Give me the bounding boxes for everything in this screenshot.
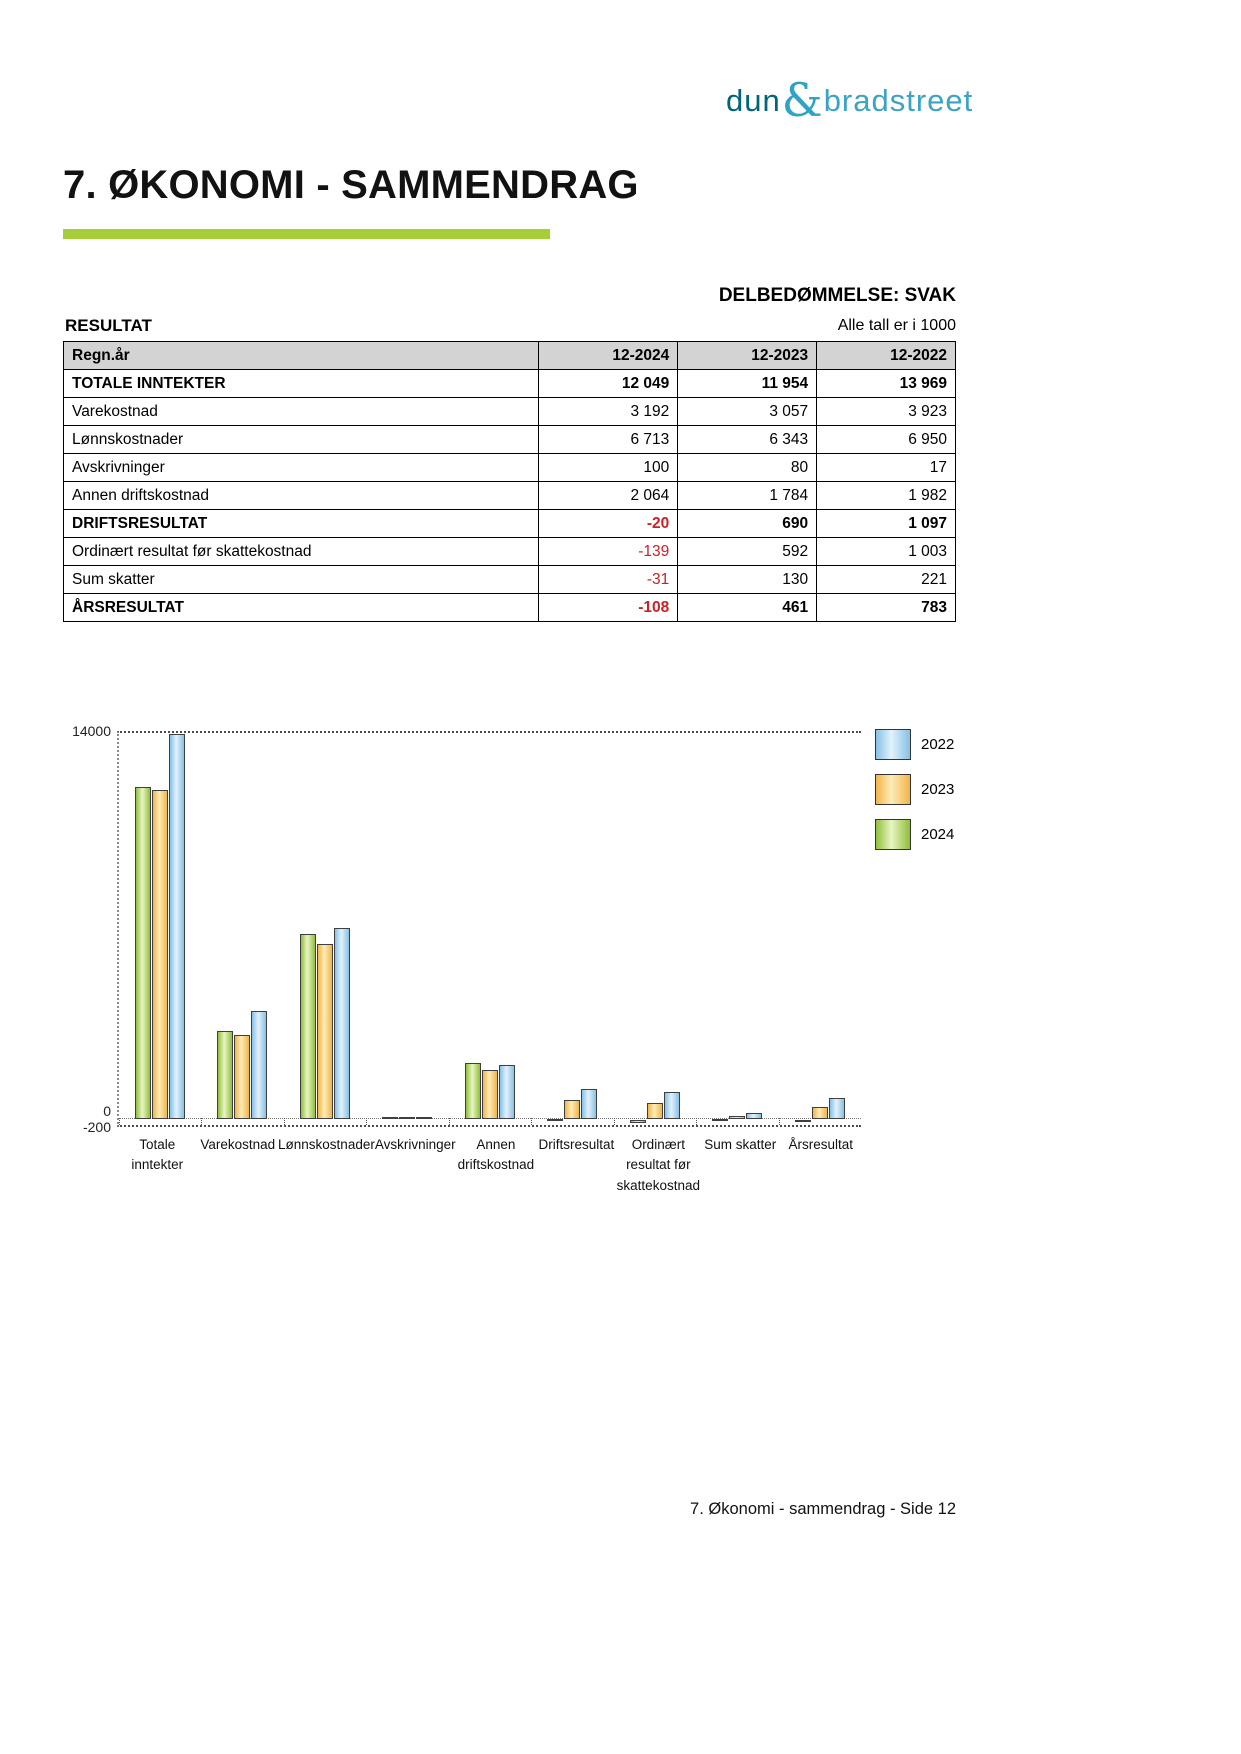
header-cell-regnar: Regn.år bbox=[64, 342, 539, 370]
bar-2023 bbox=[729, 1116, 745, 1120]
bar-2022 bbox=[829, 1098, 845, 1120]
bar-group-8 bbox=[696, 733, 778, 1125]
bar-2024 bbox=[712, 1119, 728, 1121]
category-label: Årsresultat bbox=[788, 1137, 854, 1152]
bar-2024 bbox=[300, 934, 316, 1119]
bar-2023 bbox=[399, 1117, 415, 1119]
row-value: 1 784 bbox=[678, 482, 817, 510]
row-value: 80 bbox=[678, 454, 817, 482]
legend-label-2022: 2022 bbox=[921, 736, 955, 753]
table-row bbox=[64, 426, 956, 454]
row-value: 2 064 bbox=[539, 482, 678, 510]
category-label: Totale inntekter bbox=[131, 1137, 184, 1173]
bar-2024 bbox=[135, 787, 151, 1120]
bar-2022 bbox=[416, 1117, 432, 1119]
bar-2022 bbox=[334, 928, 350, 1120]
row-value: 690 bbox=[678, 510, 817, 538]
bar-group-3 bbox=[284, 733, 366, 1125]
logo-word-bradstreet: bradstreet bbox=[823, 83, 974, 118]
bar-2024 bbox=[217, 1031, 233, 1119]
bar-2024 bbox=[630, 1120, 646, 1124]
row-value: 100 bbox=[539, 454, 678, 482]
table-row bbox=[64, 538, 956, 566]
legend-swatch-2023 bbox=[875, 774, 911, 805]
bar-2023 bbox=[152, 790, 168, 1120]
row-label: Varekostnad bbox=[64, 398, 539, 426]
results-table bbox=[63, 341, 956, 622]
row-value: 1 003 bbox=[817, 538, 956, 566]
row-value: 11 954 bbox=[678, 370, 817, 398]
bar-2024 bbox=[382, 1117, 398, 1120]
bar-2023 bbox=[482, 1070, 498, 1119]
table-row bbox=[64, 398, 956, 426]
bar-2022 bbox=[746, 1113, 762, 1119]
bar-group-6 bbox=[531, 733, 613, 1125]
y-axis-tick-min: -200 bbox=[82, 1119, 111, 1135]
row-label: TOTALE INNTEKTER bbox=[64, 370, 539, 398]
page-title: 7. ØKONOMI - SAMMENDRAG bbox=[63, 163, 639, 207]
row-value: 1 982 bbox=[817, 482, 956, 510]
page-footer: 7. Økonomi - sammendrag - Side 12 bbox=[690, 1500, 956, 1518]
category-label: Avskrivninger bbox=[374, 1137, 456, 1152]
chart-category-labels bbox=[117, 1135, 861, 1196]
bar-2022 bbox=[169, 734, 185, 1120]
row-label: Lønnskostnader bbox=[64, 426, 539, 454]
row-value: 221 bbox=[817, 566, 956, 594]
row-value: 461 bbox=[678, 594, 817, 622]
table-row bbox=[64, 594, 956, 622]
legend-entry-2023 bbox=[875, 774, 954, 805]
row-value: 13 969 bbox=[817, 370, 956, 398]
row-value: 3 192 bbox=[539, 398, 678, 426]
bar-2022 bbox=[251, 1011, 267, 1119]
legend-label-2023: 2023 bbox=[921, 781, 955, 798]
row-value: 6 713 bbox=[539, 426, 678, 454]
bar-2024 bbox=[795, 1120, 811, 1123]
bar-2022 bbox=[499, 1065, 515, 1120]
row-label: DRIFTSRESULTAT bbox=[64, 510, 539, 538]
category-label: Varekostnad bbox=[200, 1137, 276, 1152]
header-row bbox=[64, 342, 956, 370]
row-value: -31 bbox=[539, 566, 678, 594]
row-value: 6 950 bbox=[817, 426, 956, 454]
bar-2023 bbox=[564, 1100, 580, 1119]
bar-group-1 bbox=[119, 733, 201, 1125]
row-value: 17 bbox=[817, 454, 956, 482]
results-bar-chart bbox=[63, 715, 963, 1215]
chart-legend bbox=[875, 729, 954, 864]
bar-group-7 bbox=[614, 733, 696, 1125]
header-cell-2023: 12-2023 bbox=[678, 342, 817, 370]
category-label: Lønnskostnader bbox=[278, 1137, 375, 1152]
row-label: Ordinært resultat før skattekostnad bbox=[64, 538, 539, 566]
legend-entry-2022 bbox=[875, 729, 954, 760]
row-value: 130 bbox=[678, 566, 817, 594]
row-value: 1 097 bbox=[817, 510, 956, 538]
bar-2023 bbox=[812, 1107, 828, 1120]
bar-group-5 bbox=[449, 733, 531, 1125]
row-value: 3 057 bbox=[678, 398, 817, 426]
title-accent-rule bbox=[63, 229, 550, 239]
chart-plot bbox=[117, 731, 861, 1127]
category-label: Sum skatter bbox=[704, 1137, 777, 1152]
table-row bbox=[64, 566, 956, 594]
bar-2022 bbox=[581, 1089, 597, 1119]
units-note: Alle tall er i 1000 bbox=[837, 317, 956, 334]
row-value: -20 bbox=[539, 510, 678, 538]
table-row bbox=[64, 370, 956, 398]
assessment-label: DELBEDØMMELSE: SVAK bbox=[718, 285, 956, 306]
table-row bbox=[64, 454, 956, 482]
category-label: Annen driftskostnad bbox=[457, 1137, 535, 1173]
table-row bbox=[64, 482, 956, 510]
bar-group-4 bbox=[366, 733, 448, 1125]
dun-bradstreet-logo bbox=[726, 68, 974, 127]
bar-group-2 bbox=[201, 733, 283, 1125]
row-value: 3 923 bbox=[817, 398, 956, 426]
row-value: 6 343 bbox=[678, 426, 817, 454]
ampersand-icon: & bbox=[781, 73, 823, 127]
y-axis-tick-zero: 0 bbox=[103, 1103, 111, 1119]
row-label: ÅRSRESULTAT bbox=[64, 594, 539, 622]
row-label: Avskrivninger bbox=[64, 454, 539, 482]
legend-entry-2024 bbox=[875, 819, 954, 850]
bar-2023 bbox=[647, 1103, 663, 1119]
header-cell-2022: 12-2022 bbox=[817, 342, 956, 370]
legend-swatch-2024 bbox=[875, 819, 911, 850]
category-label: Ordinært resultat før skattekostnad bbox=[616, 1137, 700, 1193]
category-label: Driftsresultat bbox=[538, 1137, 615, 1152]
bar-2024 bbox=[547, 1119, 563, 1121]
section-label-resultat: RESULTAT bbox=[65, 316, 152, 335]
row-label: Sum skatter bbox=[64, 566, 539, 594]
row-value: 12 049 bbox=[539, 370, 678, 398]
row-value: 783 bbox=[817, 594, 956, 622]
results-table-header bbox=[64, 342, 956, 370]
y-axis-tick-max: 14000 bbox=[72, 723, 111, 739]
header-cell-2024: 12-2024 bbox=[539, 342, 678, 370]
table-row bbox=[64, 510, 956, 538]
logo-word-dun: dun bbox=[726, 83, 781, 118]
row-value: -139 bbox=[539, 538, 678, 566]
bar-2024 bbox=[465, 1063, 481, 1120]
legend-swatch-2022 bbox=[875, 729, 911, 760]
bar-group-9 bbox=[779, 733, 861, 1125]
bar-2022 bbox=[664, 1092, 680, 1120]
row-label: Annen driftskostnad bbox=[64, 482, 539, 510]
bar-2023 bbox=[317, 944, 333, 1119]
bar-2023 bbox=[234, 1035, 250, 1119]
row-value: -108 bbox=[539, 594, 678, 622]
row-value: 592 bbox=[678, 538, 817, 566]
legend-label-2024: 2024 bbox=[921, 826, 955, 843]
results-table-body bbox=[64, 370, 956, 622]
